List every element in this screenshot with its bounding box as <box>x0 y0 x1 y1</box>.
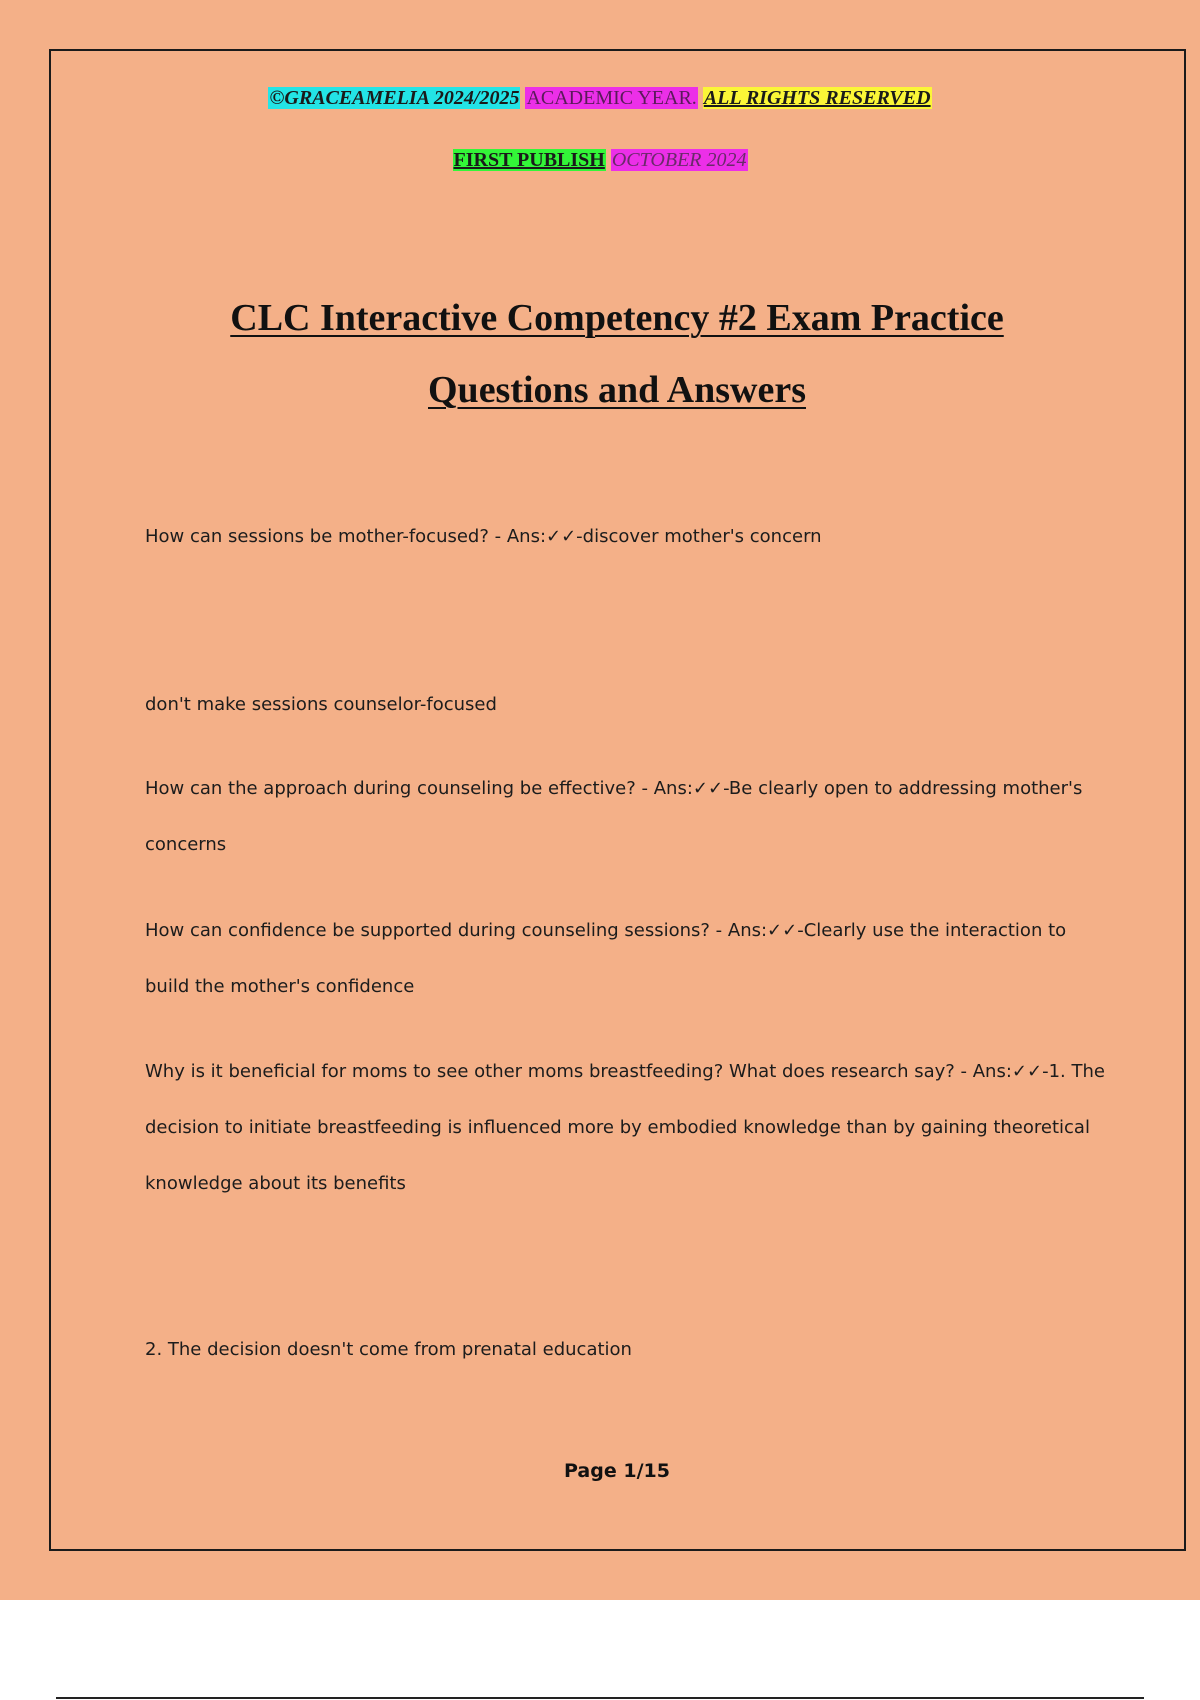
qa-paragraph: 2. The decision doesn't come from prenatal education <box>145 1339 632 1360</box>
academic-year-text: ACADEMIC YEAR. <box>526 87 697 109</box>
qa-paragraph: How can confidence be supported during counseling sessions? - Ans:✓✓-Clearly use the interaction to build the mother's confidence <box>145 920 1067 997</box>
copyright-header <box>0 85 1200 111</box>
document-title <box>0 282 1200 426</box>
page-number: Page 1/15 <box>564 1460 670 1482</box>
publish-header <box>0 147 1200 173</box>
next-page-border <box>56 1697 1144 1699</box>
qa-paragraph: How can sessions be mother-focused? - Ans:✓✓-discover mother's concern <box>145 526 822 547</box>
qa-paragraph: don't make sessions counselor-focused <box>145 694 497 715</box>
title-line-2: Questions and Answers <box>428 369 806 411</box>
rights-reserved-text: ALL RIGHTS RESERVED <box>703 87 931 109</box>
copyright-text: ©GRACEAMELIA 2024/2025 <box>269 87 520 109</box>
publish-date-text: OCTOBER 2024 <box>611 149 747 171</box>
title-line-1: CLC Interactive Competency #2 Exam Practice <box>230 297 1004 339</box>
first-publish-text: FIRST PUBLISH <box>453 149 605 171</box>
qa-paragraph: Why is it beneficial for moms to see other moms breastfeeding? What does research say? - Ans:✓✓-1. The decision to initiate breastfeeding is influenced more by embodied knowledge than by gaining theoretical knowledge about its benefits <box>145 1061 1105 1194</box>
qa-paragraph: How can the approach during counseling be effective? - Ans:✓✓-Be clearly open to addressing mother's concerns <box>145 778 1083 855</box>
